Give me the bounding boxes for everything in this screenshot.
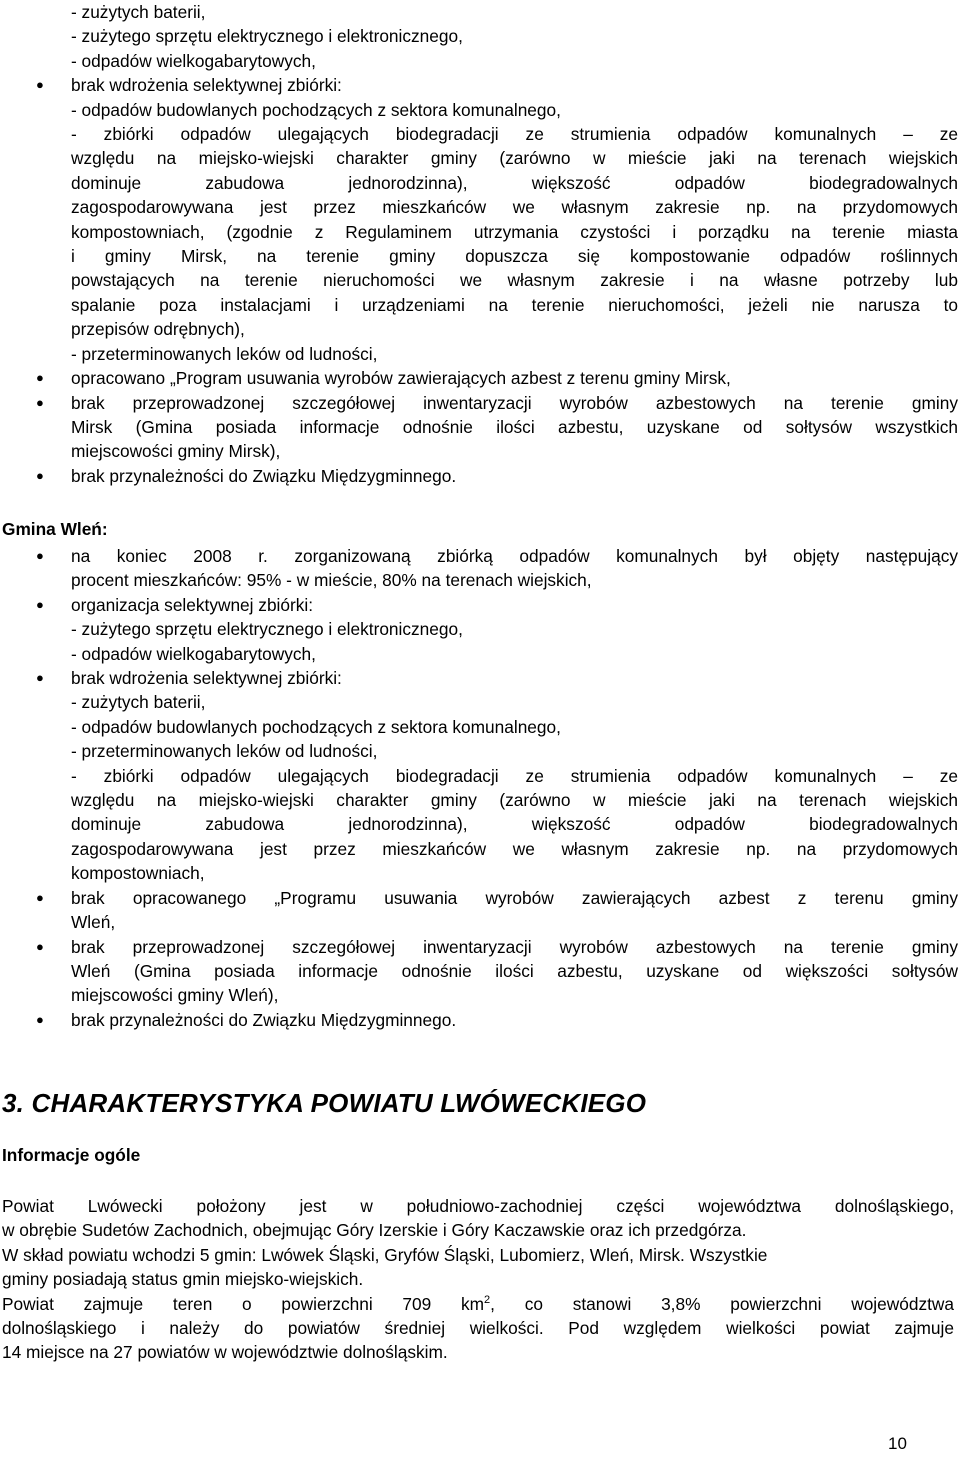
list-item: - odpadów budowlanych pochodzących z sektora komunalnego, [71,716,561,737]
list-item: ● opracowano „Program usuwania wyrobów zawierających azbest z terenu gminy Mirsk, [0,366,960,390]
superscript: 2 [484,1293,491,1306]
list-item: względu na miejsko-wiejski charakter gminy (zarówno w mieście jaki na terenach wiejskich [71,790,958,811]
list-item: dominuje zabudowa jednorodzinna), większość odpadów biodegradowalnych [71,814,958,835]
list-item: - przeterminowanych leków od ludności, [71,343,378,364]
wlen-list [0,544,960,1032]
chapter-title: 3. CHARAKTERYSTYKA POWIATU LWÓWECKIEGO [2,1088,647,1118]
list-item: - zużytego sprzętu elektrycznego i elektronicznego, [71,619,463,640]
list-item: - zużytych baterii, [71,2,206,22]
list-item: ● brak przynależności do Związku Międzygminnego. [0,1008,960,1032]
bullet-icon: ● [36,670,44,686]
list-item: miejscowości gminy Wleń), [71,985,279,1006]
bullet-icon: ● [36,394,44,410]
list-item: ● brak wdrożenia selektywnej zbiórki: [0,73,960,97]
list-item: procent mieszkańców: 95% - w mieście, 80% na terenach wiejskich, [71,570,592,591]
page-number: 10 [888,1434,907,1453]
paragraph-line: dolnośląskiego i należy do powiatów średniej wielkości. Pod względem wielkości powiat zajmuje [2,1318,954,1339]
paragraph-line: Powiat Lwówecki położony jest w południowo-zachodniej części województwa dolnośląskiego, [2,1196,954,1216]
list-item: zagospodarowywana jest przez mieszkańców we własnym zakresie np. na przydomowych [71,197,958,218]
list-item: - zbiórki odpadów ulegających biodegradacji ze strumienia odpadów komunalnych – ze [71,124,958,145]
list-item: przepisów odrębnych), [71,319,245,340]
list-item: Mirsk (Gmina posiada informacje odnośnie ilości azbestu, uzyskane od sołtysów wszystkich [71,416,958,437]
list-item: i gminy Mirsk, na terenie gminy dopuszcza się kompostowanie odpadów roślinnych [71,246,958,267]
list-item: ● brak przeprowadzonej szczegółowej inwentaryzacji wyrobów azbestowych na terenie gminy [0,935,960,959]
list-item: ● brak przeprowadzonej szczegółowej inwentaryzacji wyrobów azbestowych na terenie gminy [0,391,960,415]
bullet-icon: ● [36,596,44,612]
paragraph-line: Powiat zajmuje teren o powierzchni 709 $km^2$, co stanowi 3,8% powierzchni województwa [2,1293,954,1314]
list-item: ● organizacja selektywnej zbiórki: [0,593,960,617]
list-item: - zużytego sprzętu elektrycznego i elektronicznego, [71,26,463,47]
list-item: Wleń (Gmina posiada informacje odnośnie ilości azbestu, uzyskane od większości sołtysów [71,960,958,981]
list-item: - odpadów budowlanych pochodzących z sektora komunalnego, [71,99,561,120]
bullet-icon: ● [36,889,44,905]
section-subheading: Informacje ogóle [2,1145,141,1165]
bullet-icon: ● [36,1011,44,1027]
list-item: spalanie poza instalacjami i urządzeniami na terenie nieruchomości, jeżeli nie narusza to [71,294,958,315]
list-item: ● brak opracowanego „Programu usuwania wyrobów zawierających azbest z terenu gminy [0,886,960,910]
bullet-icon: ● [36,467,44,483]
bullet-icon: ● [36,938,44,954]
mirsk-list [0,0,960,488]
paragraph-line: 14 miejsce na 27 powiatów w województwie dolnośląskim. [2,1342,448,1363]
list-item: - zbiórki odpadów ulegających biodegradacji ze strumienia odpadów komunalnych – ze [71,765,958,786]
list-item: ● brak przynależności do Związku Międzygminnego. [0,464,960,488]
list-item: powstających na terenie nieruchomości we własnym zakresie i na własne potrzeby lub [71,270,958,291]
list-item: - zużytych baterii, [71,692,206,713]
list-item: - odpadów wielkogabarytowych, [71,643,316,664]
bullet-icon: ● [36,548,44,563]
wlen-heading: Gmina Wleń: [2,519,108,539]
paragraph-line: w obrębie Sudetów Zachodnich, obejmując Góry Izerskie i Góry Kaczawskie oraz ich przedgórza. [2,1220,747,1241]
bullet-icon: ● [36,77,44,93]
list-item: kompostowniach, [71,863,205,884]
list-item: kompostowniach, (zgodnie z Regulaminem utrzymania czystości i porządku na terenie miasta [71,221,958,242]
body-paragraph [2,1194,954,1365]
list-item: zagospodarowywana jest przez mieszkańców we własnym zakresie np. na przydomowych [71,838,958,859]
list-item: miejscowości gminy Mirsk), [71,441,281,462]
list-item: względu na miejsko-wiejski charakter gminy (zarówno w mieście jaki na terenach wiejskich [71,148,958,169]
list-item: ● na koniec 2008 r. zorganizowaną zbiórką odpadów komunalnych był objęty następujący [0,544,960,568]
paragraph-line: gminy posiadają status gmin miejsko-wiejskich. [2,1269,364,1290]
list-item: dominuje zabudowa jednorodzinna), większość odpadów biodegradowalnych [71,172,958,193]
bullet-icon: ● [36,370,44,386]
list-item: - odpadów wielkogabarytowych, [71,50,316,71]
list-item: ● brak wdrożenia selektywnej zbiórki: [0,666,960,690]
list-item: Wleń, [71,912,116,933]
paragraph-line: W skład powiatu wchodzi 5 gmin: Lwówek Śląski, Gryfów Śląski, Lubomierz, Wleń, Mirsk. Wszystkie [2,1244,768,1265]
list-item: - przeterminowanych leków od ludności, [71,741,378,762]
